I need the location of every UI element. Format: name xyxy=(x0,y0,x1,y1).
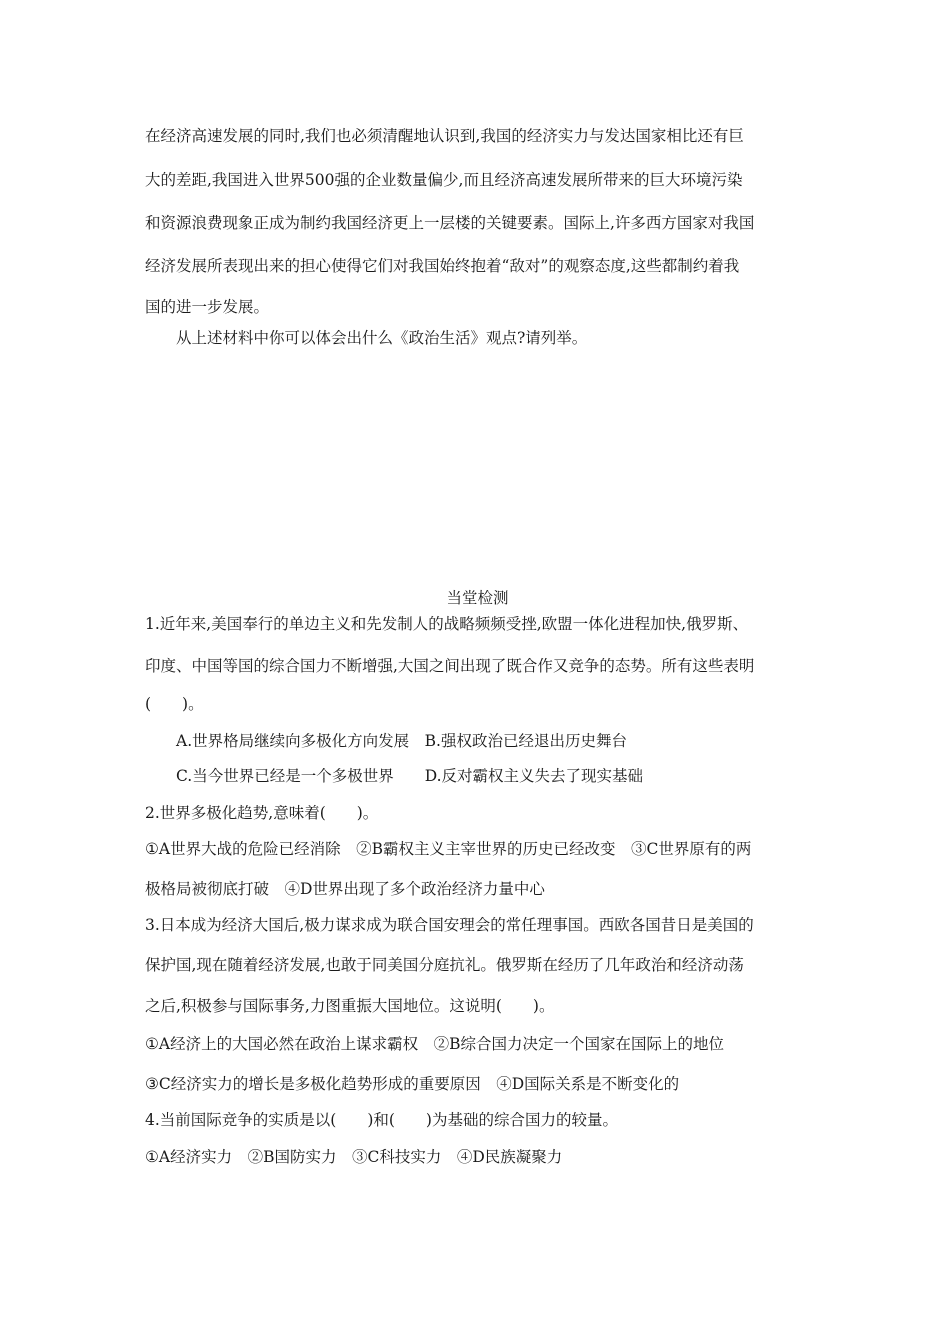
material-line-5: 国的进一步发展。 xyxy=(145,298,270,316)
q2-line-3: 极格局被彻底打破 ④D世界出现了多个政治经济力量中心 xyxy=(145,880,545,898)
q4-line-2: ①A经济实力 ②B国防实力 ③C科技实力 ④D民族凝聚力 xyxy=(145,1148,563,1166)
q3-line-1: 3.日本成为经济大国后,极力谋求成为联合国安理会的常任理事国。西欧各国昔日是美国的 xyxy=(145,916,754,934)
q4-line-1: 4.当前国际竞争的实质是以( )和( )为基础的综合国力的较量。 xyxy=(145,1111,618,1129)
q1-line-3: ( )。 xyxy=(145,695,204,713)
q1-option-ab: A.世界格局继续向多极化方向发展 B.强权政治已经退出历史舞台 xyxy=(176,732,627,750)
q1-line-1: 1.近年来,美国奉行的单边主义和先发制人的战略频频受挫,欧盟一体化进程加快,俄罗斯、 xyxy=(145,615,749,633)
material-prompt: 从上述材料中你可以体会出什么《政治生活》观点?请列举。 xyxy=(176,329,588,347)
material-line-1: 在经济高速发展的同时,我们也必须清醒地认识到,我国的经济实力与发达国家相比还有巨 xyxy=(145,127,744,145)
q2-line-1: 2.世界多极化趋势,意味着( )。 xyxy=(145,804,379,822)
q1-line-2: 印度、中国等国的综合国力不断增强,大国之间出现了既合作又竞争的态势。所有这些表明 xyxy=(145,657,755,675)
q1-option-cd: C.当今世界已经是一个多极世界 D.反对霸权主义失去了现实基础 xyxy=(176,767,644,785)
q3-line-5: ③C经济实力的增长是多极化趋势形成的重要原因 ④D国际关系是不断变化的 xyxy=(145,1075,680,1093)
material-line-4: 经济发展所表现出来的担心使得它们对我国始终抱着“敌对”的观察态度,这些都制约着我 xyxy=(145,257,740,275)
q3-line-3: 之后,积极参与国际事务,力图重振大国地位。这说明( )。 xyxy=(145,997,555,1015)
material-line-2: 大的差距,我国进入世界500强的企业数量偏少,而且经济高速发展所带来的巨大环境污染 xyxy=(145,171,743,189)
q3-line-4: ①A经济上的大国必然在政治上谋求霸权 ②B综合国力决定一个国家在国际上的地位 xyxy=(145,1035,724,1053)
q2-line-2: ①A世界大战的危险已经消除 ②B霸权主义主宰世界的历史已经改变 ③C世界原有的两 xyxy=(145,840,752,858)
material-line-3: 和资源浪费现象正成为制约我国经济更上一层楼的关键要素。国际上,许多西方国家对我国 xyxy=(145,214,755,232)
q3-line-2: 保护国,现在随着经济发展,也敢于同美国分庭抗礼。俄罗斯在经历了几年政治和经济动荡 xyxy=(145,956,744,974)
section-title: 当堂检测 xyxy=(446,589,509,607)
